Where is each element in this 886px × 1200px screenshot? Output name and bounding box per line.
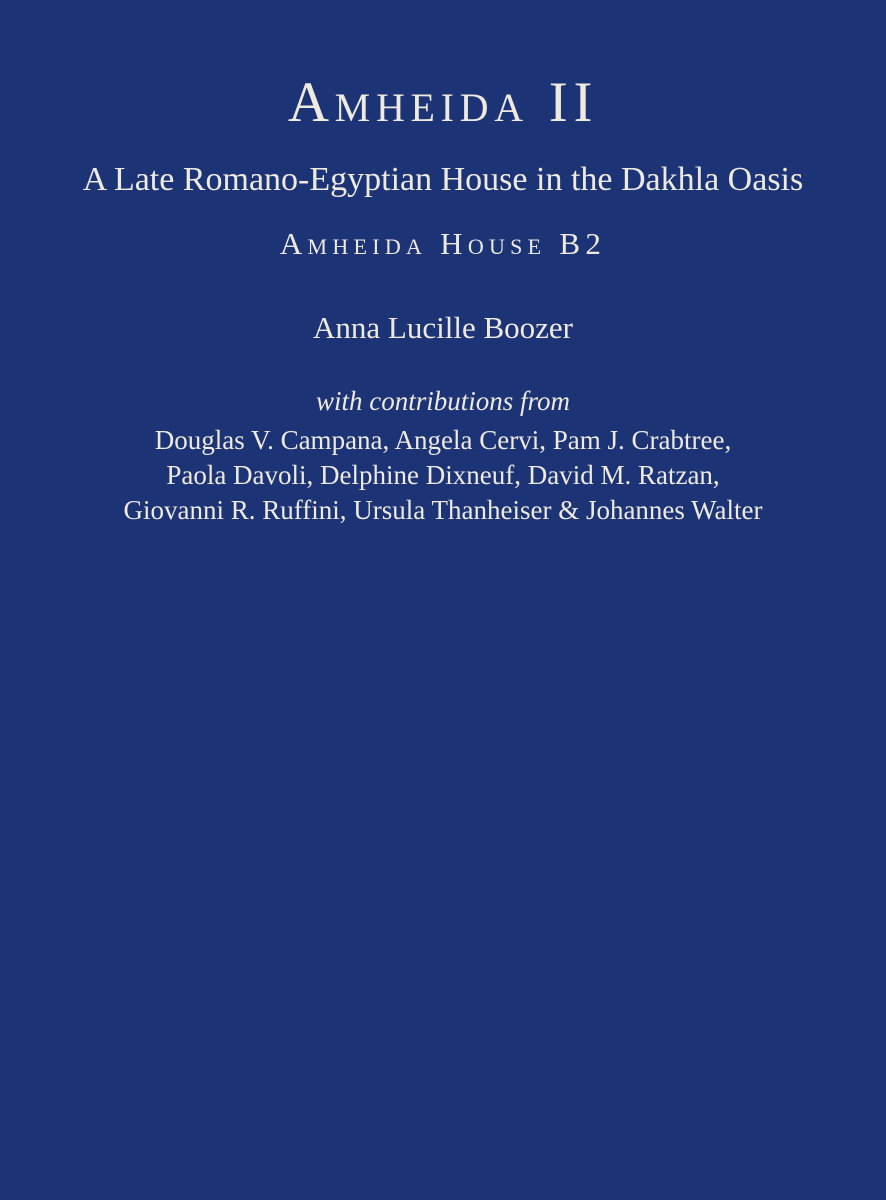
contributors-line-1: Douglas V. Campana, Angela Cervi, Pam J. Crabtree, (154, 425, 732, 456)
contributors-list (0, 423, 886, 528)
contributors-line-3: Giovanni R. Ruffini, Ursula Thanheiser & Johannes Walter (123, 495, 763, 526)
contributions-label: with contributions from (315, 386, 571, 417)
series-title: Amheida House B2 (279, 226, 607, 262)
author-name: Anna Lucille Boozer (313, 310, 573, 346)
book-title: Amheida II (287, 71, 599, 134)
contributors-line-2: Paola Davoli, Delphine Dixneuf, David M. Ratzan, (166, 460, 720, 491)
book-subtitle: A Late Romano-Egyptian House in the Dakhla Oasis (82, 161, 804, 198)
